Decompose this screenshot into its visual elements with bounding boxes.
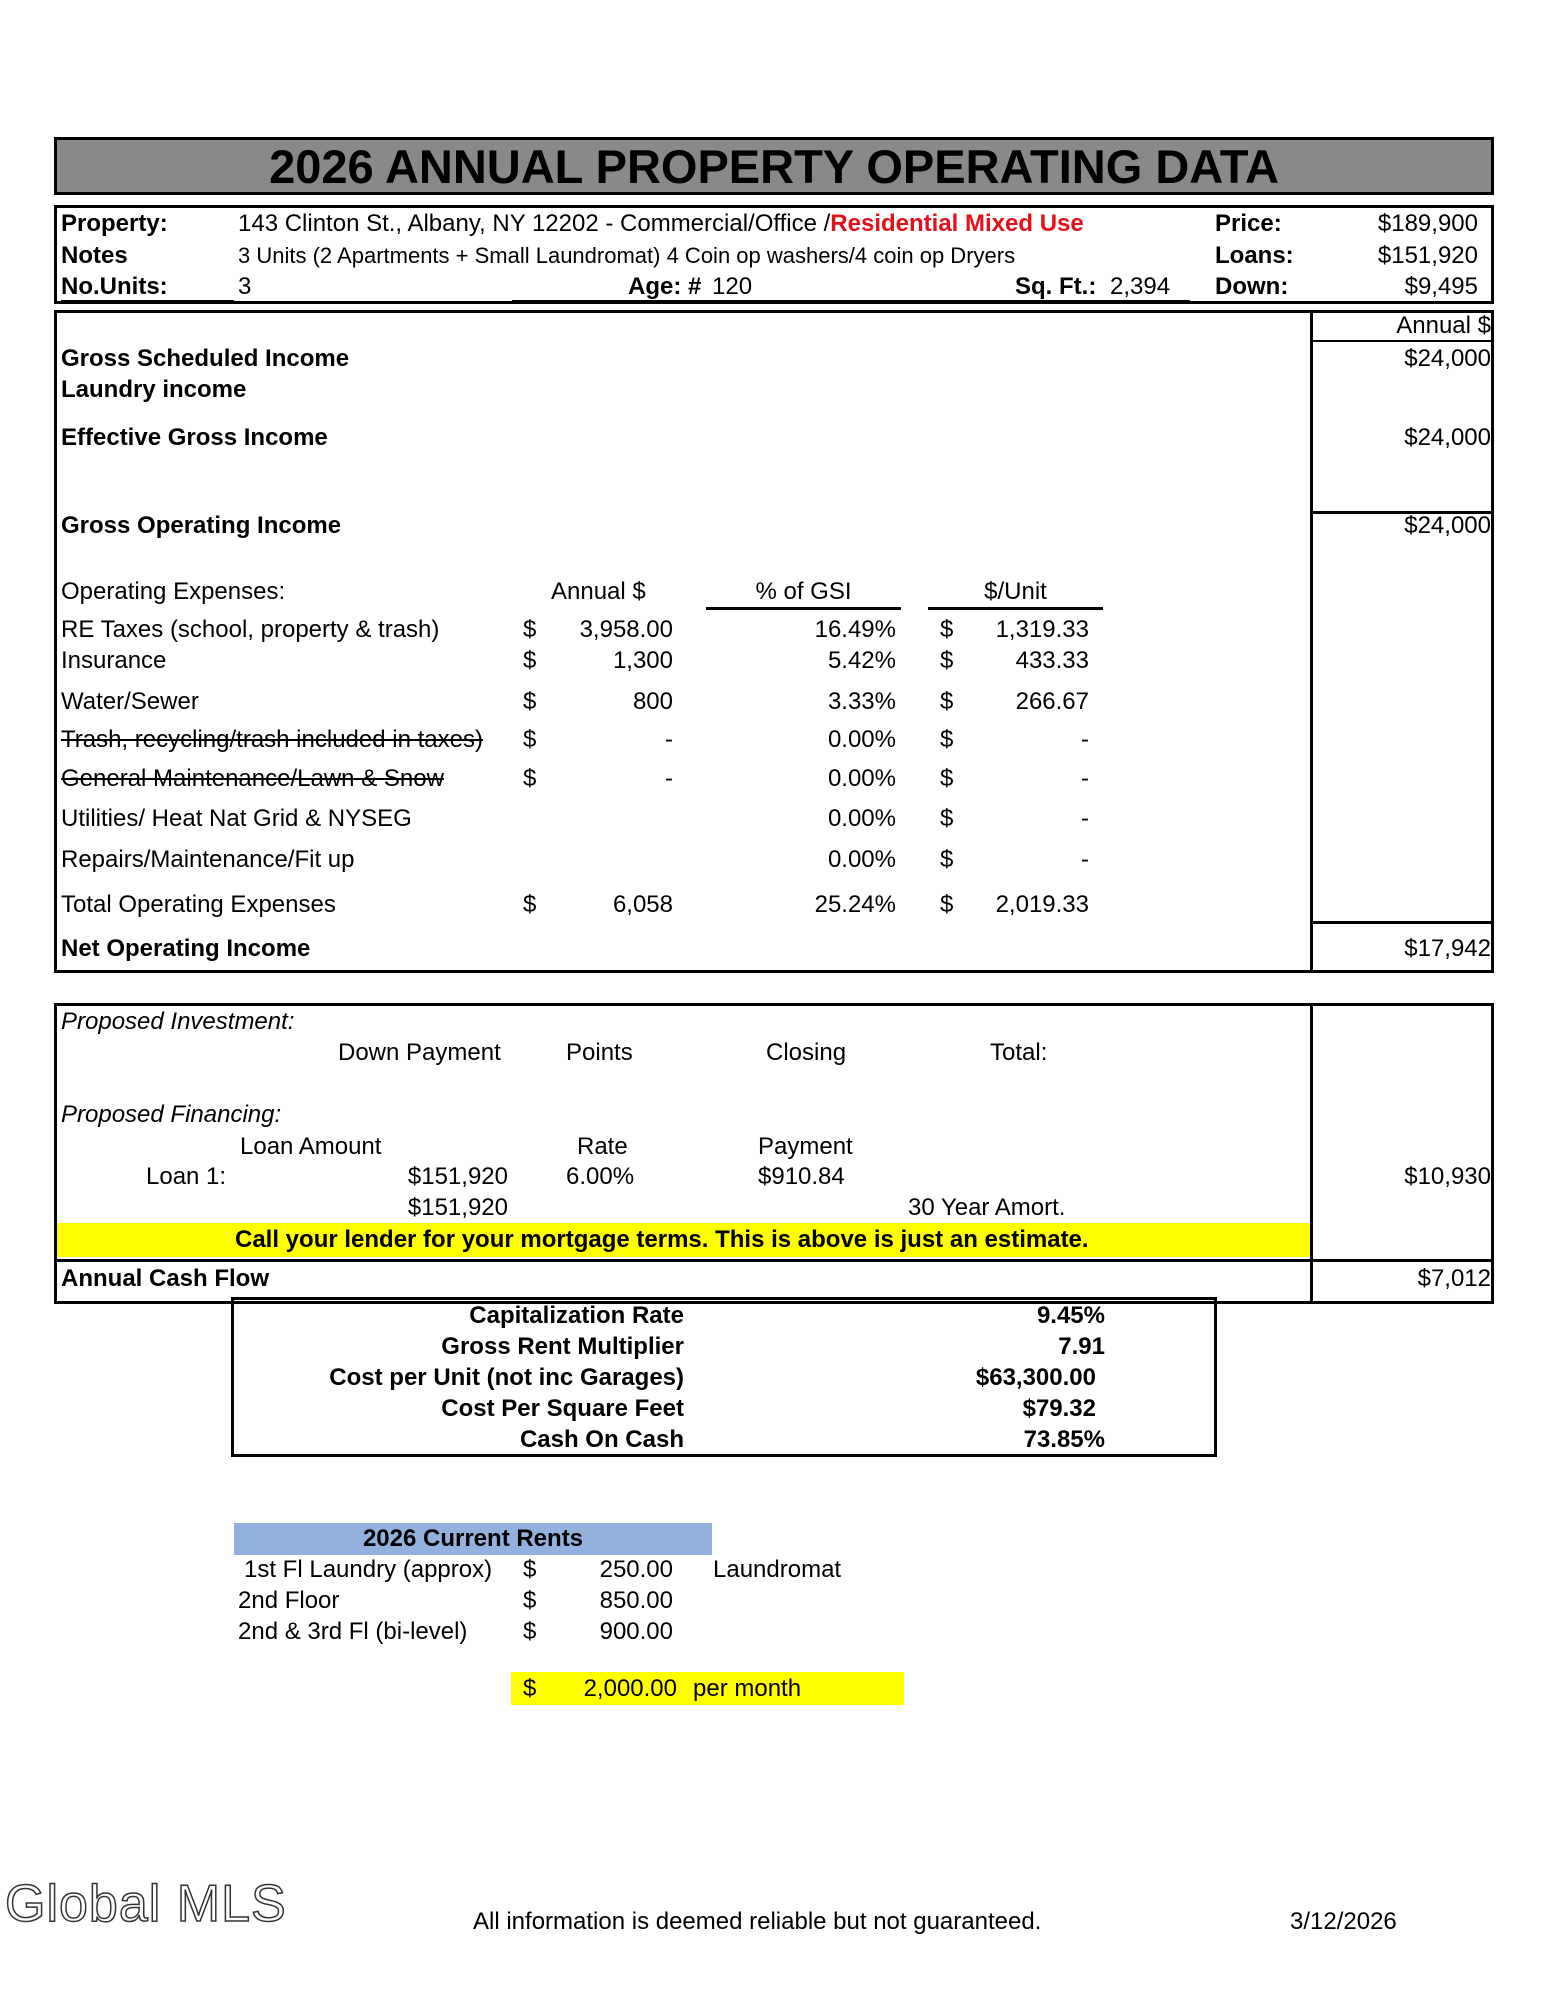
metric-value: 7.91 xyxy=(1058,1333,1105,1360)
metric-label: Cost Per Square Feet xyxy=(441,1395,684,1422)
expenses-col-unit: $/Unit xyxy=(928,578,1103,610)
expenses-col-annual: Annual $ xyxy=(551,578,646,605)
expense-annual: 1,300 xyxy=(612,647,673,674)
metric-value: $63,300.00 xyxy=(975,1364,1096,1391)
rent-amount: 900.00 xyxy=(599,1618,673,1645)
expense-unit: 433.33 xyxy=(1015,647,1089,674)
expense-unit: 2,019.33 xyxy=(995,891,1089,918)
expense-annual: - xyxy=(665,765,673,792)
report-date: 3/12/2026 xyxy=(1290,1908,1397,1935)
gsi-label: Gross Scheduled Income xyxy=(61,345,350,372)
expense-pct: 0.00% xyxy=(827,846,896,873)
cash-flow-value: $7,012 xyxy=(1417,1265,1491,1292)
loans-value: $151,920 xyxy=(1377,242,1478,269)
metric-label: Cost per Unit (not inc Garages) xyxy=(329,1364,684,1391)
loan1-amount: $151,920 xyxy=(407,1163,508,1190)
price-value: $189,900 xyxy=(1377,210,1478,237)
goi-value: $24,000 xyxy=(1404,512,1491,539)
cash-flow-label: Annual Cash Flow xyxy=(61,1265,270,1292)
expense-dollar-unit: $ xyxy=(940,805,954,832)
loan-amount-header: Loan Amount xyxy=(240,1133,382,1160)
rent-amount: 850.00 xyxy=(599,1587,673,1614)
goi-label: Gross Operating Income xyxy=(61,512,342,539)
down-value: $9,495 xyxy=(1404,273,1478,300)
expense-dollar: $ xyxy=(523,688,537,715)
expense-annual: 6,058 xyxy=(612,891,673,918)
expense-dollar-unit: $ xyxy=(940,765,954,792)
expense-pct: 25.24% xyxy=(814,891,896,918)
points-header: Points xyxy=(566,1039,633,1066)
rents-total-currency: $ xyxy=(523,1675,537,1702)
rents-header-text: 2026 Current Rents xyxy=(362,1525,584,1552)
annual-header-underline xyxy=(1310,340,1494,342)
egi-value: $24,000 xyxy=(1404,424,1491,451)
expense-label: Repairs/Maintenance/Fit up xyxy=(61,846,355,873)
total-header: Total: xyxy=(990,1039,1048,1066)
down-label: Down: xyxy=(1215,273,1289,300)
page-title: 2026 ANNUAL PROPERTY OPERATING DATA xyxy=(269,140,1279,193)
metric-label: Gross Rent Multiplier xyxy=(441,1333,684,1360)
expense-label: Water/Sewer xyxy=(61,688,199,715)
rents-total-suffix: per month xyxy=(693,1675,802,1702)
noi-value: $17,942 xyxy=(1404,935,1491,962)
price-label: Price: xyxy=(1215,210,1282,237)
loans-label: Loans: xyxy=(1215,242,1294,269)
payment-header: Payment xyxy=(758,1133,853,1160)
title-bar xyxy=(54,137,1494,195)
expense-unit: 266.67 xyxy=(1015,688,1089,715)
lender-notice-text: Call your lender for your mortgage terms. This is above is just an estimate. xyxy=(235,1226,1089,1253)
expense-dollar: $ xyxy=(523,891,537,918)
age-label: Age: # xyxy=(628,273,702,300)
metric-label: Cash On Cash xyxy=(519,1426,684,1453)
disclaimer: All information is deemed reliable but not guaranteed. xyxy=(473,1908,1042,1935)
expense-dollar: $ xyxy=(523,726,537,753)
global-mls-logo: Global MLS xyxy=(5,1875,287,1933)
expense-annual: 3,958.00 xyxy=(579,616,673,643)
proposed-financing-label: Proposed Financing: xyxy=(61,1101,282,1128)
expense-dollar: $ xyxy=(523,616,537,643)
expense-label: Total Operating Expenses xyxy=(61,891,336,918)
expense-dollar-unit: $ xyxy=(940,688,954,715)
lender-notice xyxy=(57,1223,1310,1257)
loan1-rate: 6.00% xyxy=(566,1163,635,1190)
sqft-label: Sq. Ft.: xyxy=(1015,273,1097,300)
loan-total-amount: $151,920 xyxy=(407,1194,508,1221)
rent-currency: $ xyxy=(523,1587,537,1614)
loan1-payment: $910.84 xyxy=(758,1163,845,1190)
property-value: 143 Clinton St., Albany, NY 12202 - Commercial/Office / xyxy=(238,210,831,237)
rate-header: Rate xyxy=(577,1133,628,1160)
annual-column-divider xyxy=(1310,310,1313,973)
cash-flow-divider xyxy=(54,1259,1494,1262)
egi-label: Effective Gross Income xyxy=(61,424,328,451)
expenses-col-pct: % of GSI xyxy=(706,578,901,610)
age-value: 120 xyxy=(712,273,753,300)
rent-label: 2nd Floor xyxy=(238,1587,340,1614)
rent-label: 2nd & 3rd Fl (bi-level) xyxy=(238,1618,468,1645)
notes-label: Notes xyxy=(61,242,128,269)
annual-debt-service: $10,930 xyxy=(1404,1163,1491,1190)
expense-dollar-unit: $ xyxy=(940,846,954,873)
metric-value: 73.85% xyxy=(1023,1426,1105,1453)
expense-dollar: $ xyxy=(523,647,537,674)
rents-total-amount: 2,000.00 xyxy=(583,1675,677,1702)
rent-currency: $ xyxy=(523,1618,537,1645)
rent-amount: 250.00 xyxy=(599,1556,673,1583)
expense-pct: 5.42% xyxy=(827,647,896,674)
expense-unit: 1,319.33 xyxy=(995,616,1089,643)
units-label: No.Units: xyxy=(61,273,168,300)
units-underline xyxy=(61,300,234,302)
expense-annual: - xyxy=(665,726,673,753)
noi-divider xyxy=(1310,921,1494,924)
expense-pct: 3.33% xyxy=(827,688,896,715)
annual-header: Annual $ xyxy=(1396,312,1491,339)
expense-pct: 0.00% xyxy=(827,805,896,832)
expense-unit: - xyxy=(1081,805,1089,832)
expense-annual: 800 xyxy=(632,688,673,715)
expense-label: Insurance xyxy=(61,647,167,674)
expense-pct: 0.00% xyxy=(827,765,896,792)
expense-dollar-unit: $ xyxy=(940,891,954,918)
expenses-col-label: Operating Expenses: xyxy=(61,578,286,605)
metric-value: $79.32 xyxy=(1022,1395,1096,1422)
expense-label: RE Taxes (school, property & trash) xyxy=(61,616,440,643)
gsi-value: $24,000 xyxy=(1404,345,1491,372)
expense-label: General Maintenance/Lawn & Snow xyxy=(61,765,444,792)
expense-label: Trash, recycling/trash included in taxes) xyxy=(61,726,483,753)
rents-total xyxy=(511,1672,904,1705)
property-label: Property: xyxy=(61,210,168,237)
down-payment-header: Down Payment xyxy=(338,1039,501,1066)
expense-dollar-unit: $ xyxy=(940,647,954,674)
rents-header xyxy=(234,1523,712,1555)
units-value: 3 xyxy=(238,273,252,300)
expense-pct: 0.00% xyxy=(827,726,896,753)
loan1-label: Loan 1: xyxy=(146,1163,227,1190)
expense-unit: - xyxy=(1081,726,1089,753)
expense-unit: - xyxy=(1081,846,1089,873)
expense-label: Utilities/ Heat Nat Grid & NYSEG xyxy=(61,805,412,832)
laundry-label: Laundry income xyxy=(61,376,247,403)
expense-dollar-unit: $ xyxy=(940,616,954,643)
property-use: Residential Mixed Use xyxy=(830,210,1084,237)
expense-unit: - xyxy=(1081,765,1089,792)
rent-label: 1st Fl Laundry (approx) xyxy=(244,1556,493,1583)
property-address xyxy=(238,210,1084,238)
rent-currency: $ xyxy=(523,1556,537,1583)
expense-dollar: $ xyxy=(523,765,537,792)
rent-note: Laundromat xyxy=(713,1556,842,1583)
closing-header: Closing xyxy=(766,1039,847,1066)
sqft-value: 2,394 xyxy=(1110,273,1171,300)
noi-label: Net Operating Income xyxy=(61,935,311,962)
proposed-investment-label: Proposed Investment: xyxy=(61,1008,295,1035)
expense-dollar-unit: $ xyxy=(940,726,954,753)
amortization: 30 Year Amort. xyxy=(908,1194,1066,1221)
metric-label: Capitalization Rate xyxy=(469,1302,684,1329)
expense-pct: 16.49% xyxy=(814,616,896,643)
metric-value: 9.45% xyxy=(1036,1302,1105,1329)
notes-value: 3 Units (2 Apartments + Small Laundromat) 4 Coin op washers/4 coin op Dryers xyxy=(238,243,1016,268)
